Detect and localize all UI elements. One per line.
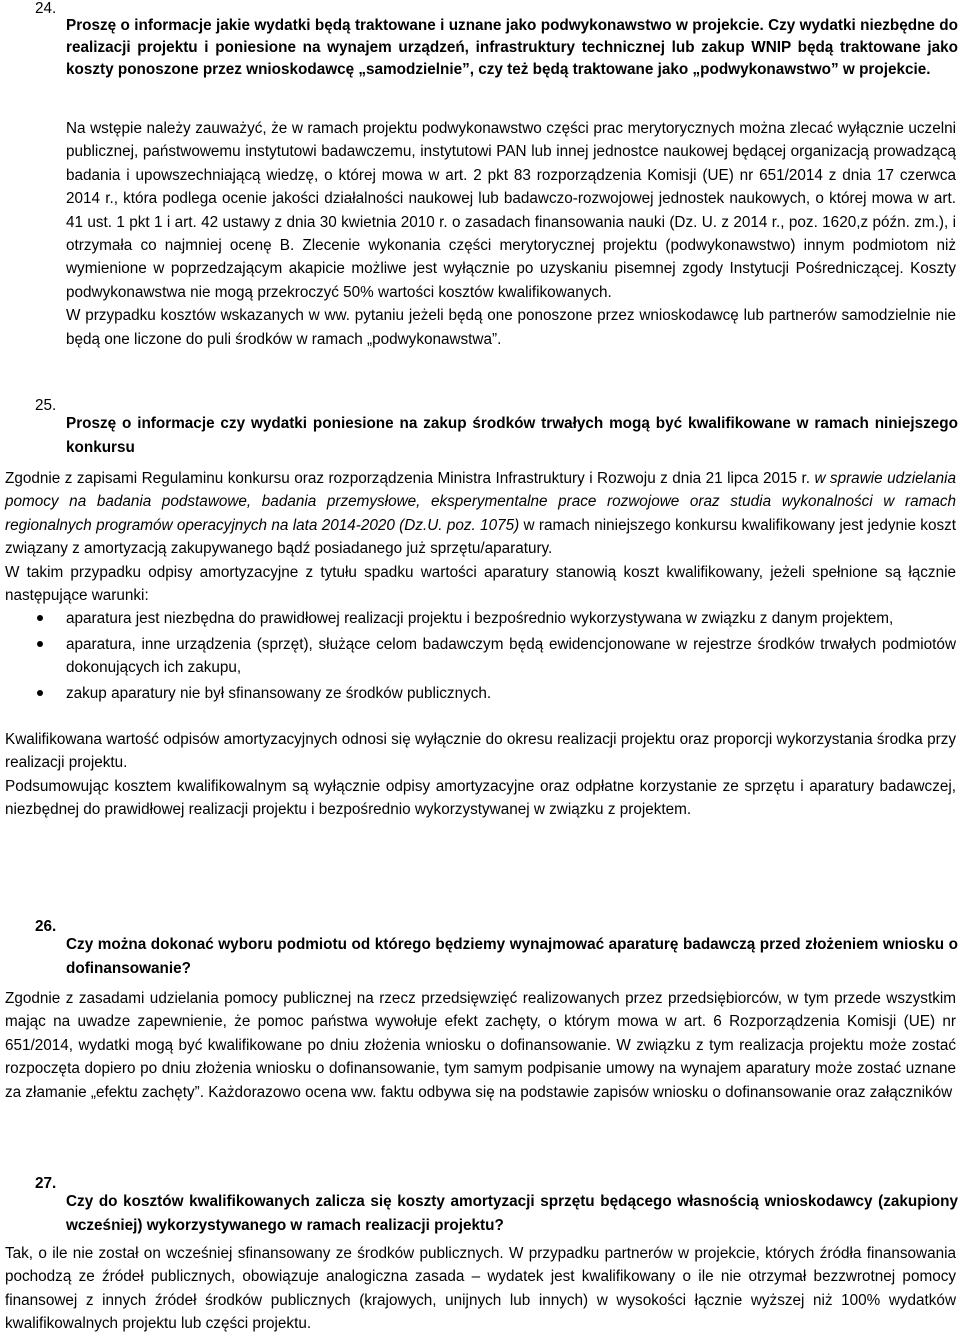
question-text: Czy można dokonać wyboru podmiotu od którego będziemy wynajmować aparaturę badawczą przed złożeniem wniosku o dofinansowanie? xyxy=(66,936,958,977)
list-item: aparatura jest niezbędna do prawidłowej realizacji projektu i bezpośrednio wykorzystywana w związku z danym projektem, xyxy=(5,607,956,630)
answer-paragraph: Zgodnie z zapisami Regulaminu konkursu oraz rozporządzenia Ministra Infrastruktury i Rozwoju z dnia 21 lipca 2015 r. w sprawie udzielania pomocy na badania podstawowe, badania przemysłowe, eksperymentalne prace rozwojowe oraz studia wykonalności w ramach regionalnych programów operacyjnych na lata 2014-2020 (Dz.U. poz. 1075) w ramach niniejszego konkursu kwalifikowany jest jedynie koszt związany z amortyzacją zakupywanego bądź posiadanego już sprzętu/aparatury. xyxy=(5,470,956,558)
answer-paragraph: Na wstępie należy zauważyć, że w ramach projektu podwykonawstwo części prac merytorycznych można zlecać wyłącznie uczelni publicznej, państwowemu instytutowi badawczemu, instytutowi PAN lub innej jednostce naukowej będącej organizacją prowadzącą badania i upowszechniającą wiedzę, o której mowa w art. 2 pkt 83 rozporządzenia Komisji (UE) nr 651/2014 z dnia 17 czerwca 2014 r., która podlega ocenie jakości działalności naukowej lub badawczo-rozwojowej jednostek naukowych, o której mowa w art. 41 ust. 1 pkt 1 i art. 42 ustawy z dnia 30 kwietnia 2010 r. o zasadach finansowania nauki (Dz. U. z 2014 r., poz. 1620,z późn. zm.), i otrzymała co najmniej ocenę B. Zlecenie wykonania części merytorycznej projektu (podwykonawstwo) innym podmiotom niż wymienione w poprzedzającym akapicie możliwe jest wyłącznie po uzyskaniu pisemnej zgody Instytucji Pośredniczącej. Koszty podwykonawstwa nie mogą przekroczyć 50% wartości kosztów kwalifikowanych. xyxy=(66,120,956,301)
question-26 xyxy=(0,918,958,995)
question-25 xyxy=(0,397,958,474)
answer-paragraph: Zgodnie z zasadami udzielania pomocy publicznej na rzecz przedsięwzięć realizowanych przez przedsiębiorców, w tym przede wszystkim mając na uwadze zapewnienie, że pomoc państwa wywołuje efekt zachęty, o którym mowa w art. 6 Rozporządzenia Komisji (UE) nr 651/2014, wydatki mogą być kwalifikowane po dniu złożenia wniosku o dofinansowanie. W związku z tym realizacja projektu może zostać rozpoczęta dopiero po dniu złożenia wniosku o dofinansowanie, tym samym podpisanie umowy na wynajem aparatury może zostać uznane za złamanie „efektu zachęty”. Każdorazowo ocena ww. faktu odbywa się na podstawie zapisów wniosku o dofinansowanie oraz załączników xyxy=(5,990,956,1101)
answer-25 xyxy=(5,467,956,822)
list-item: zakup aparatury nie był sfinansowany ze środków publicznych. xyxy=(5,682,956,705)
answer-27 xyxy=(5,1242,956,1336)
question-27 xyxy=(0,1175,958,1252)
question-number: 24. xyxy=(35,0,57,17)
answer-paragraph: Podsumowując kosztem kwalifikowalnym są wyłącznie odpisy amortyzacyjne oraz odpłatne korzystanie ze sprzętu i aparatury badawczej, niezbędnej do prawidłowej realizacji projektu i bezpośrednio wykorzystywanej w związku z projektem. xyxy=(5,777,956,819)
answer-26 xyxy=(5,987,956,1104)
bullet-icon xyxy=(37,615,43,621)
conditions-list xyxy=(5,607,956,705)
list-item: aparatura, inne urządzenia (sprzęt), służące celom badawczym będą ewidencjonowane w rejestrze środków trwałych podmiotów dokonujących ich zakupu, xyxy=(5,633,956,680)
question-number: 25. xyxy=(35,397,57,414)
answer-paragraph: W takim przypadku odpisy amortyzacyjne z tytułu spadku wartości aparatury stanowią koszt kwalifikowany, jeżeli spełnione są łącznie następujące warunki: xyxy=(5,563,956,605)
bullet-icon xyxy=(37,641,43,647)
question-text: Czy do kosztów kwalifikowanych zalicza się koszty amortyzacji sprzętu będącego własnością wnioskodawcy (zakupiony wcześniej) wykorzystywanego w ramach realizacji projektu? xyxy=(66,1193,958,1234)
question-text: Proszę o informacje jakie wydatki będą traktowane i uznane jako podwykonawstwo w projekcie. Czy wydatki niezbędne do realizacji projektu i poniesione na wynajem urządzeń, infrastruktury technicznej lub zakup WNIP będą traktowane jako koszty ponoszone przez wnioskodawcę „samodzielnie”, czy też będą traktowane jako „podwykonawstwo” w projekcie. xyxy=(66,17,958,79)
answer-paragraph: Kwalifikowana wartość odpisów amortyzacyjnych odnosi się wyłącznie do okresu realizacji projektu oraz proporcji wykorzystania środka przy realizacji projektu. xyxy=(5,731,956,772)
bullet-icon xyxy=(37,690,43,696)
question-24 xyxy=(0,0,958,97)
answer-paragraph: W przypadku kosztów wskazanych w ww. pytaniu jeżeli będą one ponoszone przez wnioskodawcę lub partnerów samodzielnie nie będą one liczone do puli środków w ramach „podwykonawstwa”. xyxy=(66,307,956,348)
question-number: 26. xyxy=(35,918,57,935)
answer-paragraph: Tak, o ile nie został on wcześniej sfinansowany ze środków publicznych. W przypadku partnerów w projekcie, których źródła finansowania pochodzą ze źródeł publicznych, obowiązuje analogiczna zasada – wydatek jest kwalifikowany o ile nie otrzymał bezzwrotnej pomocy finansowej z innych źródeł środków publicznych (krajowych, unijnych lub innych) w wysokości łącznie wyższej niż 100% wydatków kwalifikowalnych projektu lub części projektu. xyxy=(5,1245,956,1333)
answer-24 xyxy=(66,117,956,351)
question-text: Proszę o informacje czy wydatki poniesione na zakup środków trwałych mogą być kwalifikowane w ramach niniejszego konkursu xyxy=(66,415,958,456)
question-number: 27. xyxy=(35,1175,57,1192)
